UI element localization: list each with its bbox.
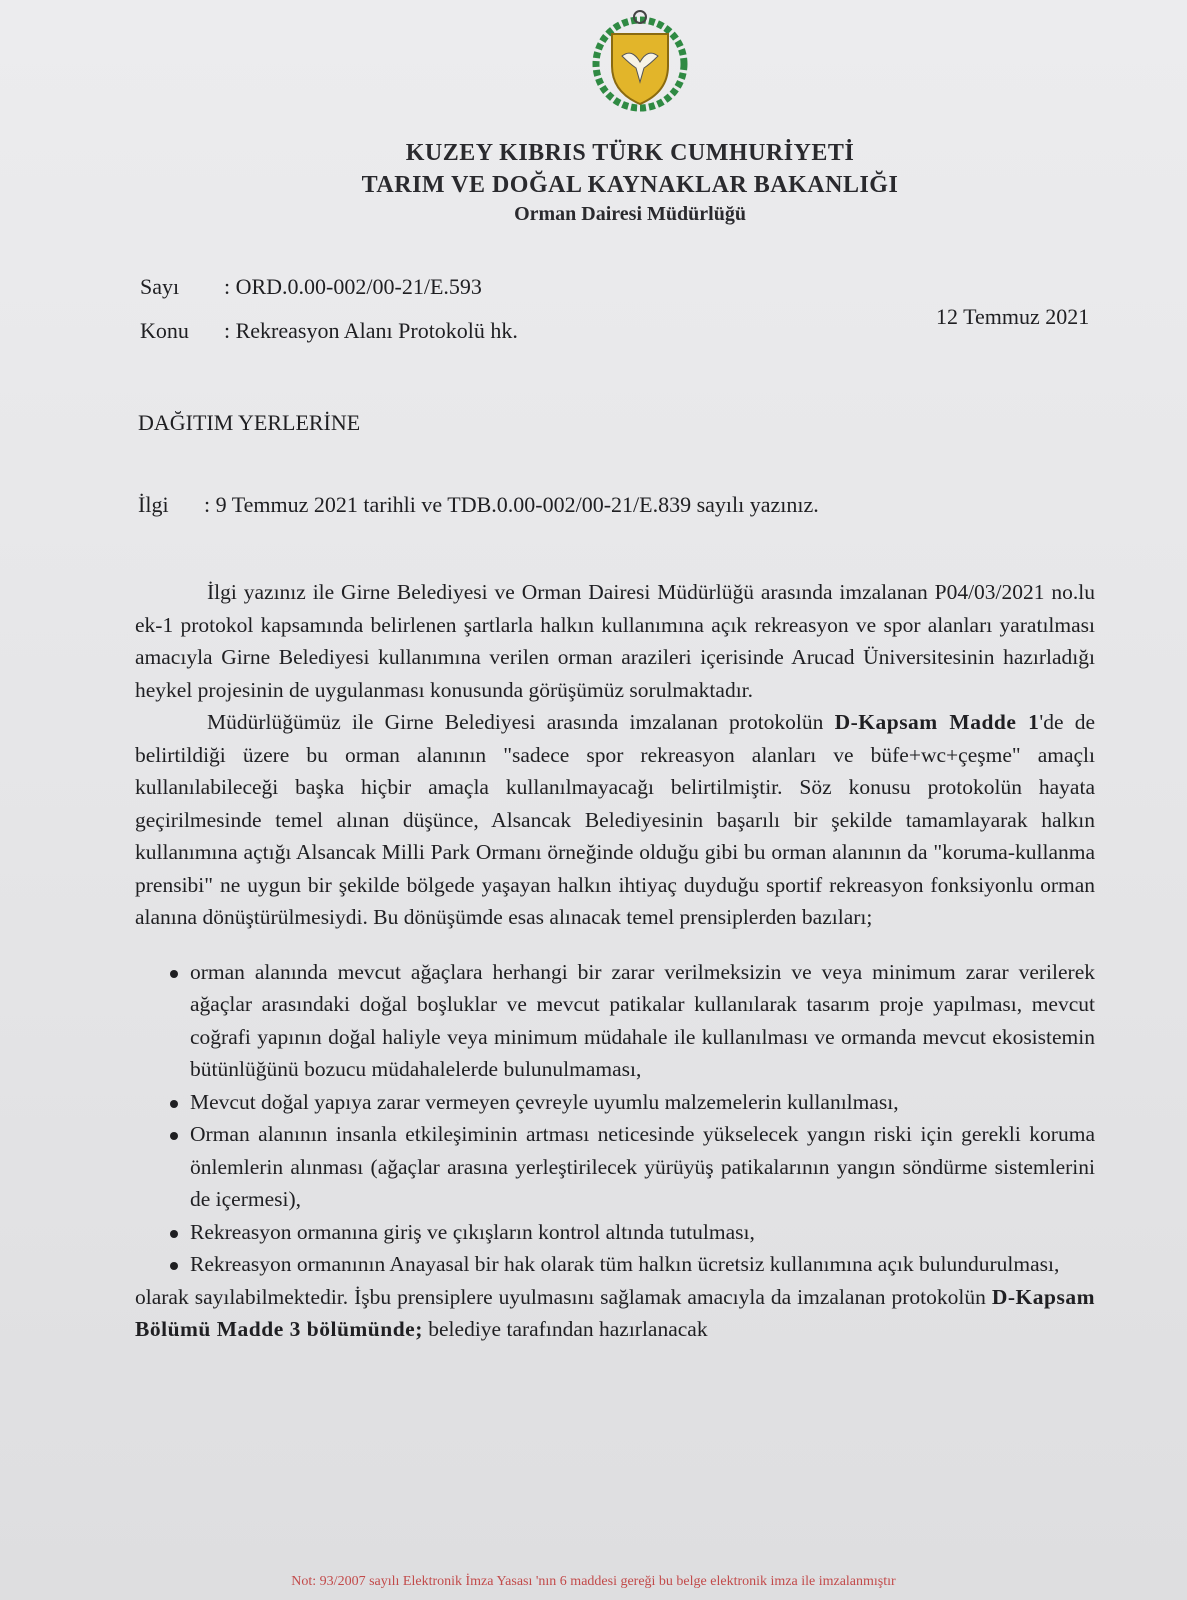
closing-text-a: olarak sayılabilmektedir. İşbu prensiplere uyulmasını sağlamak amacıyla da imzalanan protokolün: [135, 1284, 992, 1309]
paragraph-2-text-a: Müdürlüğümüz ile Girne Belediyesi arasında imzalanan protokolün: [207, 710, 835, 734]
closing-bold: D-Kapsam Bölümü Madde 3 bölümünde;: [135, 1284, 1095, 1341]
list-item-text: Orman alanının insanla etkileşiminin artması neticesinde yükselecek yangın riski için gerekli koruma önlemlerin alınması (ağaçlar arasına yerleştirilecek yürüyüş patikalarının yangın söndürme sistemlerini de içermesi),: [190, 1122, 1095, 1211]
list-item-text: Rekreasyon ormanına giriş ve çıkışların kontrol altında tutulması,: [190, 1219, 755, 1244]
reference-label: İlgi: [138, 492, 169, 517]
reference-row: [138, 492, 819, 518]
list-item: [190, 1118, 1095, 1216]
state-emblem-icon: [582, 4, 698, 120]
sayi-value: : ORD.0.00-002/00-21/E.593: [224, 274, 482, 299]
bullet-icon: [170, 1230, 178, 1238]
list-item: [190, 956, 1095, 1086]
konu-label: Konu: [140, 318, 189, 343]
bullet-icon: [170, 1132, 178, 1140]
principles-list: [135, 956, 1095, 1281]
bullet-icon: [170, 1262, 178, 1270]
paragraph-2: [135, 706, 1095, 934]
list-item: [190, 1216, 1095, 1249]
header-country: KUZEY KIBRIS TÜRK CUMHURİYETİ: [405, 140, 855, 166]
paragraph-2-text-b: 'de de belirtildiği üzere bu orman alanının "sadece spor rekreasyon alanları ve büfe+wc+çeşme" amaçlı kullanılabileceği başka hiçbir amaçla kullanılmayacağı belirtilmiştir. Söz konusu protokolün hayata geçirilmesinde temel alınan düşünce, Alsancak Belediyesinin başarılı bir şekilde tamamlayarak halkın kullanımına açtığı Alsancak Milli Park Ormanı örneğinde olduğu gibi bu orman alanının da "koruma-kullanma prensibi" ne uygun bir şekilde bölgede yaşayan halkın ihtiyaç duyduğu sportif rekreasyon fonksiyonlu orman alanına dönüştürülmesiydi. Bu dönüşümde esas alınacak temel prensiplerden bazıları;: [135, 710, 1095, 929]
header-department: Orman Dairesi Müdürlüğü: [514, 203, 746, 225]
bullet-icon: [170, 970, 178, 978]
letter-body: [135, 576, 1095, 1346]
list-item-text: Rekreasyon ormanının Anayasal bir hak olarak tüm halkın ücretsiz kullanımına açık bulundurulması,: [190, 1252, 1060, 1276]
header-ministry: TARIM VE DOĞAL KAYNAKLAR BAKANLIĞI: [361, 172, 899, 198]
paragraph-2-bold: D-Kapsam Madde 1: [834, 710, 1040, 734]
list-item-text: orman alanında mevcut ağaçlara herhangi bir zarar verilmeksizin ve veya minimum zarar verilerek ağaçlar arasındaki doğal boşluklar ve mevcut patikalar kullanılarak tasarım proje yapılması, mevcut coğrafi yapının doğal haliyle veya minimum müdahale ile kullanılması ve ormanda mevcut ekosistemin bütünlüğünü bozucu müdahalelerde bulunulmaması,: [190, 959, 1095, 1081]
letter-date: 12 Temmuz 2021: [936, 304, 1090, 329]
closing-paragraph: [135, 1281, 1095, 1346]
konu-value: : Rekreasyon Alanı Protokolü hk.: [224, 318, 518, 343]
list-item-text: Mevcut doğal yapıya zarar vermeyen çevreyle uyumlu malzemelerin kullanılması,: [190, 1089, 899, 1114]
konu-row: [140, 318, 518, 344]
paragraph-1: İlgi yazınız ile Girne Belediyesi ve Orman Dairesi Müdürlüğü arasında imzalanan P04/03/2021 no.lu ek-1 protokol kapsamında belirlenen şartlarla halkın kullanımına açık rekreasyon ve spor alanları yaratılması amacıyla Girne Belediyesi kullanımına verilen orman arazileri içerisinde Arucad Üniversitesinin hazırladığı heykel projesinin de uygulanması konusunda görüşümüz sorulmaktadır.: [135, 580, 1095, 702]
sayi-row: [140, 274, 482, 300]
reference-value: : 9 Temmuz 2021 tarihli ve TDB.0.00-002/00-21/E.839 sayılı yazınız.: [204, 492, 819, 517]
closing-text-b: belediye tarafından hazırlanacak: [422, 1317, 708, 1341]
e-signature-note: Not: 93/2007 sayılı Elektronik İmza Yasası 'nın 6 maddesi gereği bu belge elektronik imza ile imzalanmıştır: [291, 1574, 896, 1589]
bullet-icon: [170, 1100, 178, 1108]
list-item: [190, 1248, 1095, 1281]
list-item: [190, 1086, 1095, 1119]
addressee: DAĞITIM YERLERİNE: [138, 410, 361, 435]
sayi-label: Sayı: [140, 274, 180, 299]
